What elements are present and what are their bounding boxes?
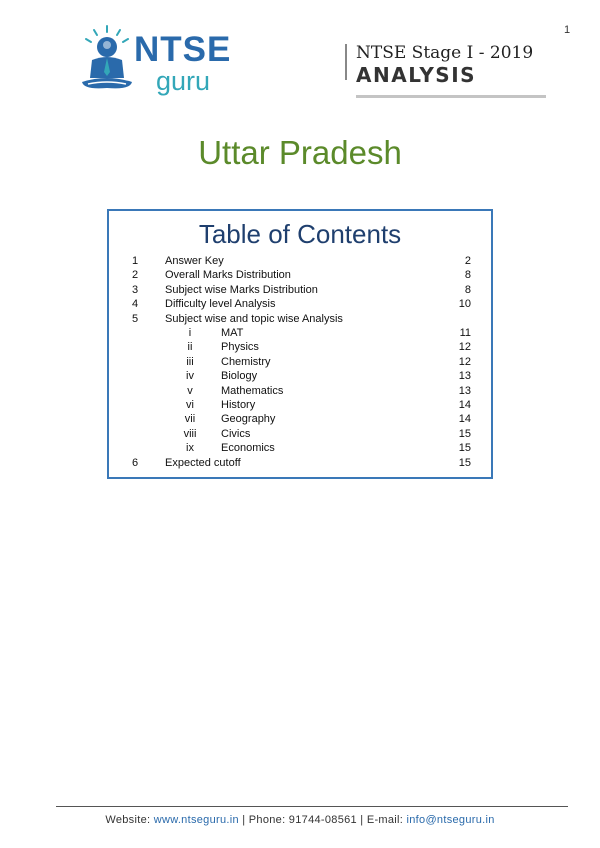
footer-website-label: Website: bbox=[105, 814, 154, 826]
toc-entry[interactable] bbox=[109, 442, 491, 456]
toc-entry-number: 6 bbox=[131, 456, 139, 469]
toc-entry-title: Economics bbox=[221, 442, 275, 455]
logo-sub-text: guru bbox=[156, 66, 211, 96]
toc-entry-number: 3 bbox=[131, 283, 139, 296]
table-of-contents bbox=[107, 209, 493, 479]
toc-entry-title: Geography bbox=[221, 413, 276, 426]
toc-entry[interactable] bbox=[109, 298, 491, 312]
toc-entry-page: 13 bbox=[458, 370, 471, 383]
footer-email-link[interactable]: info@ntseguru.in bbox=[406, 814, 495, 826]
toc-entry[interactable] bbox=[109, 284, 491, 298]
toc-entry-number: ii bbox=[187, 341, 193, 354]
header-rule bbox=[356, 95, 546, 98]
toc-entry-number: viii bbox=[183, 427, 197, 440]
toc-entry-number: iii bbox=[186, 355, 194, 368]
footer-contact bbox=[0, 814, 600, 826]
toc-entry-number: 5 bbox=[131, 312, 139, 325]
logo-brand-text: NTSE bbox=[134, 30, 232, 69]
toc-entry-title: Overall Marks Distribution bbox=[165, 269, 291, 282]
toc-entry-title: Biology bbox=[221, 370, 258, 383]
toc-entry[interactable] bbox=[109, 385, 491, 399]
toc-entry[interactable] bbox=[109, 341, 491, 355]
toc-entry-number: 1 bbox=[131, 255, 139, 267]
toc-heading: Table of Contents bbox=[198, 219, 402, 249]
toc-entry-title: Expected cutoff bbox=[165, 456, 241, 469]
toc-entry-title: Answer Key bbox=[165, 255, 224, 267]
header-exam-title: NTSE Stage I - 2019 bbox=[356, 43, 534, 63]
header-analysis-title: ANALYSIS bbox=[356, 63, 477, 87]
toc-entry-title: Mathematics bbox=[221, 384, 284, 397]
footer-rule bbox=[56, 806, 568, 807]
toc-entry[interactable] bbox=[109, 255, 491, 269]
toc-entry-title: Subject wise and topic wise Analysis bbox=[165, 312, 343, 325]
toc-entry-number: vii bbox=[184, 413, 196, 426]
toc-entry[interactable] bbox=[109, 399, 491, 413]
ntse-guru-logo bbox=[78, 24, 238, 96]
guru-figure-icon bbox=[78, 24, 136, 94]
toc-entry-title: Subject wise Marks Distribution bbox=[165, 283, 318, 296]
toc-entry-page: 15 bbox=[458, 456, 471, 469]
toc-entry[interactable] bbox=[109, 413, 491, 427]
toc-entry[interactable] bbox=[109, 313, 491, 327]
toc-entry-title: Difficulty level Analysis bbox=[165, 298, 276, 311]
toc-entry[interactable] bbox=[109, 428, 491, 442]
toc-entry-title: MAT bbox=[221, 327, 244, 339]
toc-entry-page: 15 bbox=[458, 427, 471, 440]
header-divider bbox=[345, 44, 347, 80]
footer-website-link[interactable]: www.ntseguru.in bbox=[153, 814, 239, 826]
toc-entry-page: 13 bbox=[458, 384, 471, 397]
toc-entry-number: i bbox=[188, 327, 192, 339]
toc-entry-page: 11 bbox=[459, 327, 471, 339]
toc-entry-title: Physics bbox=[221, 341, 259, 354]
toc-entry-page: 8 bbox=[464, 269, 471, 282]
page-number: 1 bbox=[564, 24, 571, 36]
toc-entry[interactable] bbox=[109, 457, 491, 471]
toc-entry-number: ix bbox=[186, 442, 194, 455]
toc-entry-page: 14 bbox=[458, 399, 471, 411]
toc-entry-number: iv bbox=[186, 370, 194, 383]
toc-entry-page: 15 bbox=[458, 442, 471, 455]
toc-entry-number: 2 bbox=[131, 269, 139, 282]
toc-entry-title: Civics bbox=[221, 427, 251, 440]
toc-entry-page: 8 bbox=[464, 283, 471, 296]
toc-entry-number: v bbox=[187, 384, 193, 397]
toc-entry-page: 12 bbox=[458, 355, 471, 368]
toc-entry[interactable] bbox=[109, 356, 491, 370]
state-title: Uttar Pradesh bbox=[198, 134, 402, 171]
toc-entry-page: 2 bbox=[464, 255, 471, 267]
footer-phone: | Phone: 91744-08561 | E-mail: bbox=[238, 814, 407, 826]
toc-entry-page: 14 bbox=[458, 413, 471, 426]
toc-entry-number: vi bbox=[186, 399, 194, 411]
toc-entry[interactable] bbox=[109, 327, 491, 341]
toc-entry-page: 10 bbox=[458, 298, 471, 311]
toc-entry-title: History bbox=[221, 399, 256, 411]
toc-entry-number: 4 bbox=[131, 298, 139, 311]
toc-entry[interactable] bbox=[109, 370, 491, 384]
toc-entry-page: 12 bbox=[458, 341, 471, 354]
toc-entry[interactable] bbox=[109, 269, 491, 283]
toc-entry-title: Chemistry bbox=[221, 355, 271, 368]
